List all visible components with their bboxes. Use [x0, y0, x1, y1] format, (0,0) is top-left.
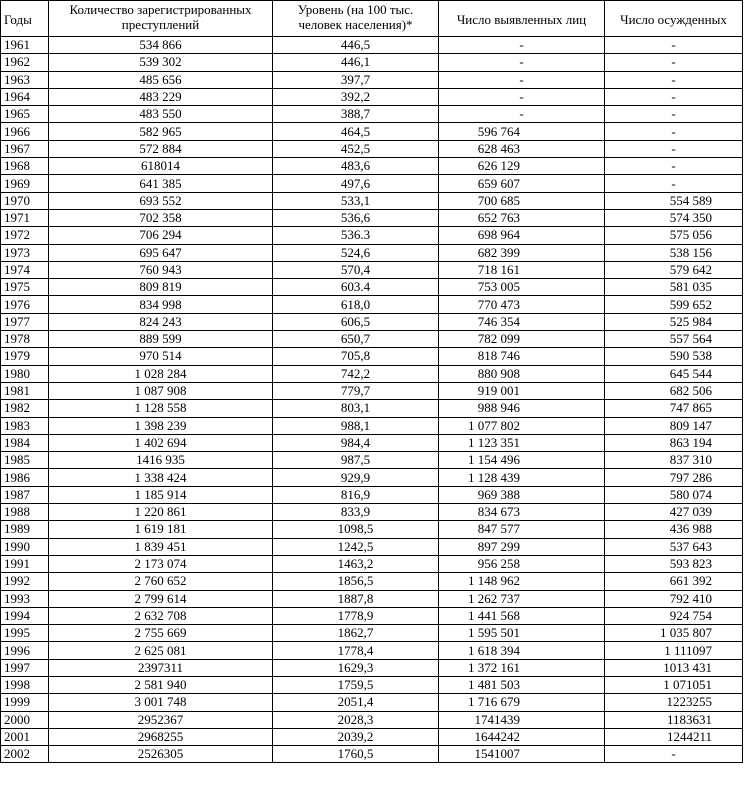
table-row — [1, 175, 743, 192]
cell-registered-crimes: 834 998 — [49, 296, 273, 313]
table-row — [1, 625, 743, 642]
cell-detected-persons: 1 716 679 — [439, 694, 605, 711]
table-row — [1, 140, 743, 157]
table-header — [1, 1, 743, 37]
header-year: Годы — [1, 1, 49, 37]
cell-crime-level: 2051,4 — [273, 694, 439, 711]
cell-detected-persons: 1 262 737 — [439, 590, 605, 607]
cell-detected-persons: 1 154 496 — [439, 452, 605, 469]
table-row — [1, 71, 743, 88]
cell-crime-level: 392,2 — [273, 88, 439, 105]
table-row — [1, 227, 743, 244]
cell-registered-crimes: 618014 — [49, 158, 273, 175]
cell-crime-level: 618,0 — [273, 296, 439, 313]
cell-year: 1975 — [1, 279, 49, 296]
cell-detected-persons: - — [439, 88, 605, 105]
cell-detected-persons: 770 473 — [439, 296, 605, 313]
cell-convicted: 590 538 — [605, 348, 743, 365]
cell-crime-level: 464,5 — [273, 123, 439, 140]
cell-convicted: - — [605, 746, 743, 763]
cell-year: 1985 — [1, 452, 49, 469]
cell-convicted: 575 056 — [605, 227, 743, 244]
cell-registered-crimes: 483 550 — [49, 106, 273, 123]
cell-crime-level: 483,6 — [273, 158, 439, 175]
cell-detected-persons: 753 005 — [439, 279, 605, 296]
cell-registered-crimes: 824 243 — [49, 313, 273, 330]
cell-year: 1978 — [1, 331, 49, 348]
table-row — [1, 521, 743, 538]
cell-convicted: 537 643 — [605, 538, 743, 555]
cell-convicted: - — [605, 140, 743, 157]
cell-year: 1964 — [1, 88, 49, 105]
cell-detected-persons: 847 577 — [439, 521, 605, 538]
cell-convicted: 863 194 — [605, 434, 743, 451]
table-row — [1, 382, 743, 399]
cell-crime-level: 987,5 — [273, 452, 439, 469]
cell-crime-level: 570,4 — [273, 261, 439, 278]
cell-year: 1998 — [1, 676, 49, 693]
cell-registered-crimes: 572 884 — [49, 140, 273, 157]
cell-registered-crimes: 1 185 914 — [49, 486, 273, 503]
cell-detected-persons: 834 673 — [439, 504, 605, 521]
cell-crime-level: 833,9 — [273, 504, 439, 521]
cell-convicted: 436 988 — [605, 521, 743, 538]
table-row — [1, 158, 743, 175]
cell-convicted: - — [605, 123, 743, 140]
cell-detected-persons: 1 618 394 — [439, 642, 605, 659]
cell-registered-crimes: 2 799 614 — [49, 590, 273, 607]
table-row — [1, 54, 743, 71]
cell-crime-level: 2028,3 — [273, 711, 439, 728]
cell-crime-level: 452,5 — [273, 140, 439, 157]
cell-convicted: - — [605, 54, 743, 71]
table-row — [1, 642, 743, 659]
cell-detected-persons: 1 123 351 — [439, 434, 605, 451]
cell-detected-persons: 718 161 — [439, 261, 605, 278]
cell-detected-persons: 596 764 — [439, 123, 605, 140]
cell-crime-level: 742,2 — [273, 365, 439, 382]
header-registered-crimes: Количество зарегистрированных преступлений — [49, 1, 273, 37]
cell-convicted: - — [605, 71, 743, 88]
cell-crime-level: 1856,5 — [273, 573, 439, 590]
cell-convicted: 593 823 — [605, 555, 743, 572]
cell-registered-crimes: 539 302 — [49, 54, 273, 71]
cell-year: 1980 — [1, 365, 49, 382]
cell-crime-level: 446,1 — [273, 54, 439, 71]
table-row — [1, 469, 743, 486]
cell-year: 1988 — [1, 504, 49, 521]
cell-crime-level: 1463,2 — [273, 555, 439, 572]
cell-detected-persons: - — [439, 54, 605, 71]
cell-convicted: 1 071051 — [605, 676, 743, 693]
cell-registered-crimes: 485 656 — [49, 71, 273, 88]
table-row — [1, 607, 743, 624]
cell-crime-level: 1778,9 — [273, 607, 439, 624]
cell-detected-persons: 1 441 568 — [439, 607, 605, 624]
cell-detected-persons: 969 388 — [439, 486, 605, 503]
cell-convicted: - — [605, 106, 743, 123]
cell-convicted: 1223255 — [605, 694, 743, 711]
cell-crime-level: 988,1 — [273, 417, 439, 434]
cell-year: 1979 — [1, 348, 49, 365]
cell-crime-level: 929,9 — [273, 469, 439, 486]
cell-registered-crimes: 760 943 — [49, 261, 273, 278]
cell-convicted: 682 506 — [605, 382, 743, 399]
cell-convicted: 554 589 — [605, 192, 743, 209]
table-row — [1, 452, 743, 469]
cell-crime-level: 1629,3 — [273, 659, 439, 676]
cell-year: 1990 — [1, 538, 49, 555]
cell-detected-persons: 1 481 503 — [439, 676, 605, 693]
cell-year: 1986 — [1, 469, 49, 486]
cell-detected-persons: - — [439, 71, 605, 88]
cell-crime-level: 1098,5 — [273, 521, 439, 538]
cell-detected-persons: 1644242 — [439, 728, 605, 745]
cell-crime-level: 536.3 — [273, 227, 439, 244]
cell-year: 1994 — [1, 607, 49, 624]
cell-year: 1997 — [1, 659, 49, 676]
table-body — [1, 37, 743, 763]
cell-convicted: 557 564 — [605, 331, 743, 348]
cell-year: 1966 — [1, 123, 49, 140]
cell-crime-level: 524,6 — [273, 244, 439, 261]
cell-registered-crimes: 2 625 081 — [49, 642, 273, 659]
table-row — [1, 486, 743, 503]
table-row — [1, 417, 743, 434]
cell-detected-persons: 659 607 — [439, 175, 605, 192]
table-row — [1, 400, 743, 417]
cell-registered-crimes: 2 755 669 — [49, 625, 273, 642]
cell-registered-crimes: 3 001 748 — [49, 694, 273, 711]
cell-detected-persons: 897 299 — [439, 538, 605, 555]
table-row — [1, 106, 743, 123]
cell-year: 1982 — [1, 400, 49, 417]
table-row — [1, 659, 743, 676]
table-row — [1, 296, 743, 313]
cell-registered-crimes: 641 385 — [49, 175, 273, 192]
cell-detected-persons: 1541007 — [439, 746, 605, 763]
cell-convicted: 792 410 — [605, 590, 743, 607]
cell-convicted: 809 147 — [605, 417, 743, 434]
table-row — [1, 694, 743, 711]
cell-year: 1968 — [1, 158, 49, 175]
cell-registered-crimes: 534 866 — [49, 37, 273, 54]
table-row — [1, 192, 743, 209]
table-row — [1, 88, 743, 105]
cell-year: 1976 — [1, 296, 49, 313]
cell-crime-level: 446,5 — [273, 37, 439, 54]
cell-crime-level: 2039,2 — [273, 728, 439, 745]
cell-year: 2001 — [1, 728, 49, 745]
table-row — [1, 365, 743, 382]
cell-year: 1992 — [1, 573, 49, 590]
cell-year: 1963 — [1, 71, 49, 88]
cell-convicted: 579 642 — [605, 261, 743, 278]
cell-crime-level: 533,1 — [273, 192, 439, 209]
cell-registered-crimes: 1 128 558 — [49, 400, 273, 417]
header-convicted: Число осужденных — [605, 1, 743, 37]
cell-detected-persons: 682 399 — [439, 244, 605, 261]
table-row — [1, 504, 743, 521]
cell-registered-crimes: 582 965 — [49, 123, 273, 140]
table-row — [1, 573, 743, 590]
cell-registered-crimes: 2 632 708 — [49, 607, 273, 624]
table-row — [1, 331, 743, 348]
cell-crime-level: 1759,5 — [273, 676, 439, 693]
cell-convicted: 1 111097 — [605, 642, 743, 659]
cell-convicted: 1244211 — [605, 728, 743, 745]
cell-convicted: 581 035 — [605, 279, 743, 296]
cell-crime-level: 705,8 — [273, 348, 439, 365]
cell-crime-level: 497,6 — [273, 175, 439, 192]
cell-year: 1971 — [1, 209, 49, 226]
cell-convicted: 661 392 — [605, 573, 743, 590]
cell-year: 1967 — [1, 140, 49, 157]
cell-detected-persons: 1 148 962 — [439, 573, 605, 590]
cell-registered-crimes: 702 358 — [49, 209, 273, 226]
cell-registered-crimes: 970 514 — [49, 348, 273, 365]
cell-convicted: 574 350 — [605, 209, 743, 226]
cell-detected-persons: - — [439, 106, 605, 123]
cell-detected-persons: 818 746 — [439, 348, 605, 365]
cell-detected-persons: 700 685 — [439, 192, 605, 209]
table-row — [1, 279, 743, 296]
cell-crime-level: 388,7 — [273, 106, 439, 123]
cell-year: 1970 — [1, 192, 49, 209]
cell-registered-crimes: 1 619 181 — [49, 521, 273, 538]
cell-year: 1965 — [1, 106, 49, 123]
cell-year: 2002 — [1, 746, 49, 763]
cell-convicted: 1013 431 — [605, 659, 743, 676]
table-row — [1, 123, 743, 140]
cell-registered-crimes: 2397311 — [49, 659, 273, 676]
cell-detected-persons: 988 946 — [439, 400, 605, 417]
cell-convicted: 1 035 807 — [605, 625, 743, 642]
table-row — [1, 728, 743, 745]
cell-crime-level: 984,4 — [273, 434, 439, 451]
cell-detected-persons: 628 463 — [439, 140, 605, 157]
cell-convicted: - — [605, 37, 743, 54]
cell-registered-crimes: 695 647 — [49, 244, 273, 261]
table-row — [1, 261, 743, 278]
cell-registered-crimes: 2 173 074 — [49, 555, 273, 572]
cell-crime-level: 606,5 — [273, 313, 439, 330]
cell-crime-level: 536,6 — [273, 209, 439, 226]
cell-registered-crimes: 2 760 652 — [49, 573, 273, 590]
cell-detected-persons: 956 258 — [439, 555, 605, 572]
cell-year: 1981 — [1, 382, 49, 399]
cell-crime-level: 603.4 — [273, 279, 439, 296]
cell-convicted: 525 984 — [605, 313, 743, 330]
table-row — [1, 348, 743, 365]
cell-year: 1961 — [1, 37, 49, 54]
cell-registered-crimes: 889 599 — [49, 331, 273, 348]
cell-detected-persons: 1 077 802 — [439, 417, 605, 434]
cell-year: 1984 — [1, 434, 49, 451]
table-row — [1, 209, 743, 226]
table-row — [1, 746, 743, 763]
cell-convicted: 599 652 — [605, 296, 743, 313]
cell-year: 2000 — [1, 711, 49, 728]
cell-registered-crimes: 693 552 — [49, 192, 273, 209]
cell-convicted: 580 074 — [605, 486, 743, 503]
cell-registered-crimes: 1 220 861 — [49, 504, 273, 521]
cell-convicted: 837 310 — [605, 452, 743, 469]
cell-crime-level: 1862,7 — [273, 625, 439, 642]
cell-crime-level: 1242,5 — [273, 538, 439, 555]
table-row — [1, 37, 743, 54]
table-row — [1, 711, 743, 728]
cell-crime-level: 1887,8 — [273, 590, 439, 607]
table-row — [1, 676, 743, 693]
cell-year: 1987 — [1, 486, 49, 503]
cell-convicted: 924 754 — [605, 607, 743, 624]
cell-convicted: 1183631 — [605, 711, 743, 728]
cell-registered-crimes: 1 398 239 — [49, 417, 273, 434]
cell-crime-level: 803,1 — [273, 400, 439, 417]
cell-convicted: 538 156 — [605, 244, 743, 261]
cell-year: 1999 — [1, 694, 49, 711]
table-row — [1, 555, 743, 572]
cell-registered-crimes: 2526305 — [49, 746, 273, 763]
cell-convicted: - — [605, 88, 743, 105]
cell-detected-persons: 919 001 — [439, 382, 605, 399]
cell-year: 1977 — [1, 313, 49, 330]
table-row — [1, 590, 743, 607]
cell-detected-persons: 626 129 — [439, 158, 605, 175]
cell-crime-level: 1760,5 — [273, 746, 439, 763]
cell-registered-crimes: 1 028 284 — [49, 365, 273, 382]
cell-convicted: 797 286 — [605, 469, 743, 486]
cell-year: 1983 — [1, 417, 49, 434]
table-row — [1, 244, 743, 261]
table-row — [1, 434, 743, 451]
cell-year: 1993 — [1, 590, 49, 607]
cell-registered-crimes: 1 338 424 — [49, 469, 273, 486]
cell-convicted: - — [605, 175, 743, 192]
cell-year: 1972 — [1, 227, 49, 244]
cell-detected-persons: - — [439, 37, 605, 54]
cell-detected-persons: 782 099 — [439, 331, 605, 348]
header-crime-level: Уровень (на 100 тыс. человек населения)* — [273, 1, 439, 37]
cell-detected-persons: 1741439 — [439, 711, 605, 728]
cell-year: 1962 — [1, 54, 49, 71]
cell-crime-level: 397,7 — [273, 71, 439, 88]
header-row — [1, 1, 743, 37]
cell-crime-level: 816,9 — [273, 486, 439, 503]
cell-year: 1969 — [1, 175, 49, 192]
cell-crime-level: 1778,4 — [273, 642, 439, 659]
cell-registered-crimes: 2 581 940 — [49, 676, 273, 693]
cell-detected-persons: 652 763 — [439, 209, 605, 226]
cell-detected-persons: 746 354 — [439, 313, 605, 330]
cell-registered-crimes: 1 402 694 — [49, 434, 273, 451]
cell-detected-persons: 1 128 439 — [439, 469, 605, 486]
cell-detected-persons: 698 964 — [439, 227, 605, 244]
cell-year: 1996 — [1, 642, 49, 659]
table-row — [1, 538, 743, 555]
cell-registered-crimes: 1416 935 — [49, 452, 273, 469]
cell-registered-crimes: 809 819 — [49, 279, 273, 296]
cell-year: 1973 — [1, 244, 49, 261]
cell-convicted: 747 865 — [605, 400, 743, 417]
cell-convicted: 427 039 — [605, 504, 743, 521]
cell-detected-persons: 1 595 501 — [439, 625, 605, 642]
cell-registered-crimes: 483 229 — [49, 88, 273, 105]
cell-convicted: 645 544 — [605, 365, 743, 382]
cell-registered-crimes: 2952367 — [49, 711, 273, 728]
cell-year: 1995 — [1, 625, 49, 642]
cell-convicted: - — [605, 158, 743, 175]
cell-registered-crimes: 706 294 — [49, 227, 273, 244]
cell-crime-level: 779,7 — [273, 382, 439, 399]
cell-registered-crimes: 1 839 451 — [49, 538, 273, 555]
cell-registered-crimes: 2968255 — [49, 728, 273, 745]
cell-detected-persons: 1 372 161 — [439, 659, 605, 676]
cell-registered-crimes: 1 087 908 — [49, 382, 273, 399]
cell-year: 1989 — [1, 521, 49, 538]
cell-detected-persons: 880 908 — [439, 365, 605, 382]
cell-year: 1991 — [1, 555, 49, 572]
table-row — [1, 313, 743, 330]
cell-crime-level: 650,7 — [273, 331, 439, 348]
cell-year: 1974 — [1, 261, 49, 278]
header-detected-persons: Число выявленных лиц — [439, 1, 605, 37]
